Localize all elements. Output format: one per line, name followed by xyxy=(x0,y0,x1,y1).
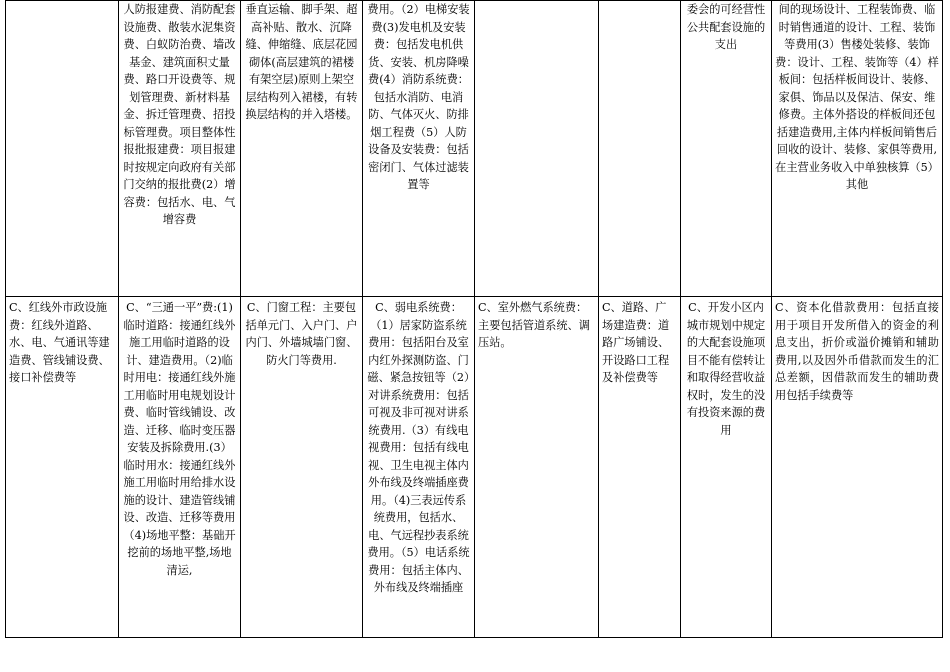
table-cell xyxy=(475,1,599,297)
table-cell xyxy=(599,1,681,297)
table-cell: C、资本化借款费用：包括直接用于项目开发所借入的资金的利息支出，折价或溢价摊销和辅助费用,以及因外币借款而发生的汇总差额，因借款而发生的辅助费用包括手续费等 xyxy=(772,297,943,638)
table-cell: 人防报建费、消防配套设施费、散装水泥集资费、白蚁防治费、墙改基金、建筑面积丈量费、路口开设费等、规划管理费、新材料基金、拆迁管理费、招投标管理费。项目整体性报批报建费：项目报建时按规定向政府有关部门交纳的报批费(2）增容费：包括水、电、气增容费 xyxy=(119,1,241,297)
table-cell: 垂直运输、脚手架、超高补贴、散水、沉降缝、伸缩缝、底层花园砌体(高层建筑的裙楼有架空层)原则上架空层结构列入裙楼，有转换层结构的并入塔楼。 xyxy=(241,1,363,297)
table-cell xyxy=(6,1,119,297)
table-cell: C、门窗工程：主要包括单元门、入户门、户内门、外墙城墙门窗、防火门等费用. xyxy=(241,297,363,638)
table-cell: 间的现场设计、工程装饰费、临时销售通道的设计、工程、装饰等费用(3）售楼处装修、装饰费：设计、工程、装饰等（4）样板间：包括样板间设计、装修、家俱、饰品以及保洁、保安、维修费。主体外搭设的样板间还包括建造费用,主体内样板间销售后回收的设计、装修、家俱等费用,在主营业务收入中单独核算（5）其他 xyxy=(772,1,943,297)
table-cell: C、弱电系统费：（1）居家防盗系统费用：包括阳台及室内红外探测防盗、门磁、紧急按钮等（2）对讲系统费用：包括可视及非可视对讲系统费用.（3）有线电视费用：包括有线电视、卫生电视主体内外布线及终端插座费用。（4)三表远传系统费用，包括水、电、气远程抄表系统费用。（5）电话系统费用：包括主体内、外布线及终端插座 xyxy=(363,297,475,638)
table-row xyxy=(6,297,943,638)
table-row xyxy=(6,1,943,297)
cost-breakdown-table xyxy=(5,0,943,638)
table-cell: C、道路、广场建造费：道路广场铺设、开设路口工程及补偿费等 xyxy=(599,297,681,638)
table-cell: C、“三通一平”费:(1)临时道路：接通红线外施工用临时道路的设计、建造费用。（2)临时用电：接通红线外施工用临时用电规划设计费、临时管线铺设、改造、迁移、临时变压器安装及拆除费用.(3）临时用水：接通红线外施工用临时用给排水设施的设计、建造管线铺设、改造、迁移等费用（4)场地平整：基础开挖前的场地平整,场地清运, xyxy=(119,297,241,638)
table-cell: C、室外燃气系统费：主要包括管道系统、调压站。 xyxy=(475,297,599,638)
table-cell: 委会的可经营性公共配套设施的支出 xyxy=(681,1,772,297)
table-cell: C、红线外市政设施费：红线外道路、水、电、气通讯等建造费、管线铺设费、接口补偿费等 xyxy=(6,297,119,638)
table-cell: 费用。（2）电梯安装费(3)发电机及安装费：包括发电机供货、安装、机房降噪费(4）消防系统费：包括水消防、电消防、气体灭火、防排烟工程费（5）人防设备及安装费：包括密闭门、气体过滤装置等 xyxy=(363,1,475,297)
table-cell: C、开发小区内城市规划中规定的大配套设施项目不能有偿转让和取得经营收益权时，发生的没有投资来源的费用 xyxy=(681,297,772,638)
